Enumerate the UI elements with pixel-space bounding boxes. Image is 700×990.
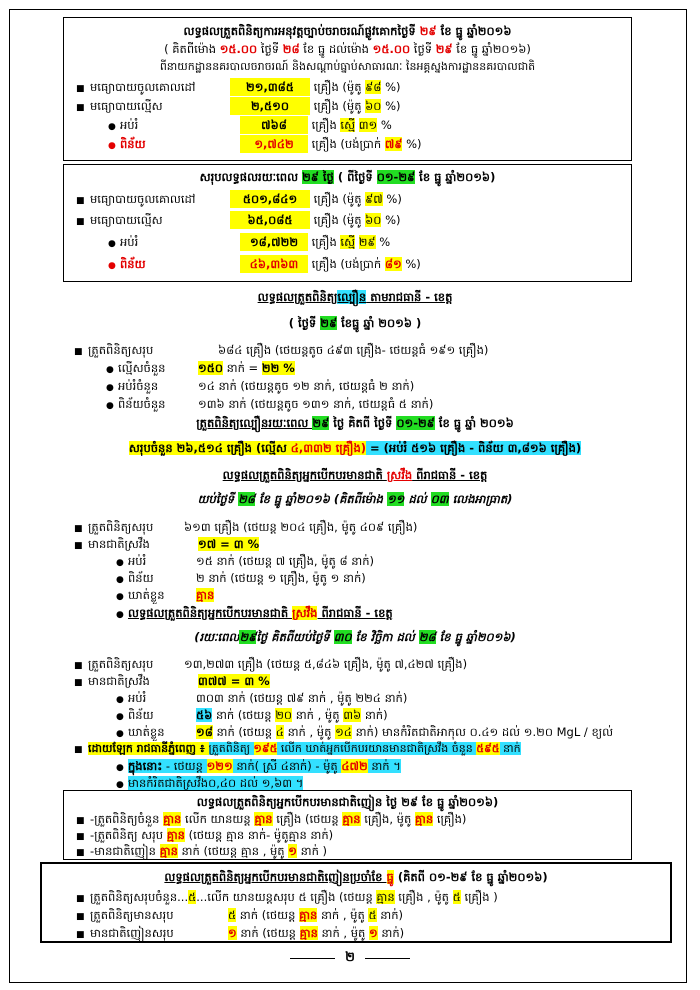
- bullet-icon: ■: [76, 848, 85, 858]
- speed-period-total: សរុបចំនួន ២៦,៥១៤ គ្រឿង (ល្មើស ៤,៣៣២ គ្រឿង) = (អប់រំ ៥១៦ គ្រឿង - ពិន័យ ៣,៨១៦ គ្រឿង): [128, 441, 582, 455]
- daily-period: ( គិតពីម៉ោង ១៥.០០ ថ្ងៃទី ២៨ ខែ ធ្នូ ដល់ម៉ោង ១៥.០០ ថ្ងៃទី ២៩ ខែ ធ្នូ ឆ្នាំ២០១៦): [164, 42, 531, 56]
- page-number: ២: [335, 950, 365, 966]
- bullet-icon: ●: [116, 610, 124, 620]
- summary-row-educate: ● អប់រំ ១៨,៧២២ គ្រឿង ស្មើ ២៩ %: [108, 233, 390, 253]
- alcohol-period-drunk-row: ■ មានជាតិស្រវឹង ៣៧៧ = ៣ %: [74, 672, 270, 692]
- bullet-icon: ■: [76, 930, 85, 940]
- bullet-icon: ■: [74, 745, 83, 755]
- daily-enforcement-box: [63, 17, 632, 161]
- bullet-icon: ●: [108, 239, 116, 249]
- bullet-icon: ●: [116, 763, 124, 773]
- drug-monthly-title: លទ្ធផលត្រួតពិនិត្យអ្នកបើកបរមានជាតិញៀនប្រចាំខែ ធ្នូ (គិតពី ០១-២៩ ខែ ធ្នូ ឆ្នាំ២០១៦): [164, 870, 548, 884]
- daily-row-violation: ■ មធ្យោបាយល្មើស ២,៥១០ គ្រឿង (ម៉ូតូ ៦០ %): [76, 97, 401, 117]
- summary-row-violation: ■ មធ្យោបាយល្មើស ៦៥,០៨៥ គ្រឿង (ម៉ូតូ ៦០ %): [76, 211, 401, 231]
- drug-monthly-row-1: ■ ត្រួតពិនិត្យសរុបចំនួន...៥...លើក យានយន្តសរុប ៥ គ្រឿង (ថេយន្ត គ្មាន គ្រឿង , ម៉ូតូ ៥ គ្រឿង ): [76, 888, 498, 908]
- alcohol-period-fine-row: ● ពិន័យ ៥៦ នាក់ (ថេយន្ត ២០ នាក់ , ម៉ូតូ ៣៦ នាក់): [116, 706, 388, 726]
- bullet-icon: ■: [76, 894, 85, 904]
- bullet-icon: ■: [76, 217, 85, 227]
- drug-daily-row-1: ■ -ត្រួតពិនិត្យចំនួន គ្មាន លើក យានយន្ត គ្មាន គ្រឿង (ថេយន្ត គ្មាន គ្រឿង, ម៉ូតូ គ្មាន គ្រឿង): [76, 810, 466, 830]
- bullet-icon: ●: [116, 695, 124, 705]
- bullet-icon: ●: [116, 780, 124, 790]
- speed-educate-row: ● អប់រំចំនួន ១៤ នាក់ (ថេយន្តតូច ១២ នាក់, ថេយន្តធំ ២ នាក់): [106, 377, 414, 397]
- alcohol-period-title: ● លទ្ធផលត្រួតពិនិត្យអ្នកបើកបរមានជាតិ ស្រវឹង ពីរាជធានី - ខេត្ត: [116, 604, 393, 624]
- bullet-icon: ■: [74, 661, 83, 671]
- drug-daily-row-2: ■ -ត្រួតពិនិត្យ សរុប គ្មាន (ថេយន្ត គ្មាន នាក់- ម៉ូតូគ្មាន នាក់): [76, 826, 333, 846]
- alcohol-drunk-row: ■ មានជាតិស្រវឹង ១៧ = ៣ %: [74, 535, 259, 555]
- speed-total-row: ■ ត្រួតពិនិត្យសរុប ៦៨៤ គ្រឿង (ថេយន្តតូច ៤៩៣ គ្រឿង- ថេយន្តធំ ១៩១ គ្រឿង): [74, 341, 488, 361]
- phnom-penh-breakdown: ● ក្នុងនោះ - ថេយន្ត ១២១ នាក់( ស្រី ៤នាក់) - ម៉ូតូ ៤៧២ នាក់ ។: [116, 757, 401, 777]
- bullet-icon: ■: [74, 541, 83, 551]
- bullet-icon: ●: [106, 365, 114, 375]
- speed-violation-row: ● ល្មើសចំនួន ១៥០ នាក់ = ២២ %: [106, 359, 295, 379]
- summary-row-target: ■ មធ្យោបាយចូលគោលដៅ ៥០១,៨៤១ គ្រឿង (ម៉ូតូ ៩៧ %): [76, 190, 402, 210]
- speed-title: លទ្ធផលត្រួតពិនិត្យល្បឿន តាមរាជធានី - ខេត្ត: [257, 290, 453, 304]
- bullet-icon: ■: [74, 347, 83, 357]
- alcohol-fine-row: ● ពិន័យ ២ នាក់ (ថេយន្ត ១ គ្រឿង, ម៉ូតូ ១ នាក់): [116, 569, 366, 589]
- daily-title: លទ្ធផលត្រួតពិនិត្យការអនុវត្តច្បាប់ចរាចរណ៍ផ្លូវគោកថ្ងៃទី ២៩ ខែ ធ្នូ ឆ្នាំ២០១៦: [183, 24, 512, 38]
- drug-daily-box: [63, 790, 632, 860]
- bullet-icon: ■: [76, 912, 85, 922]
- drug-monthly-row-2: ■ ត្រួតពិនិត្យមានសរុប ៥ នាក់ (ថេយន្ត គ្មាន នាក់ , ម៉ូតូ ៥ នាក់): [76, 906, 403, 926]
- drug-monthly-row-3: ■ មានជាតិញៀនសរុប ១ នាក់ (ថេយន្ត គ្មាន នាក់ , ម៉ូតូ ១ នាក់): [76, 924, 404, 944]
- speed-date: ( ថ្ងៃទី ២៩ ខែធ្នូ ឆ្នាំ ២០១៦ ): [288, 316, 422, 330]
- alcohol-title: លទ្ធផលត្រួតពិនិត្យអ្នកបើកបរមានជាតិ ស្រវឹង ពីរាជធានី - ខេត្ត: [222, 468, 488, 482]
- bullet-icon: ●: [116, 575, 124, 585]
- daily-source: ពីនាយកដ្ឋាននគរបាលចរាចរណ៍ និងសណ្តាប់ធ្នាប់សាធារណៈ នៃអគ្គស្នងការដ្ឋាននគរបាលជាតិ: [159, 60, 536, 73]
- drug-daily-title: លទ្ធផលត្រួតពិនិត្យអ្នកបើកបរមានជាតិញៀន ថ្ងៃ ២៩ ខែ ធ្នូ ឆ្នាំ២០១៦): [196, 795, 499, 809]
- speed-fine-row: ● ពិន័យចំនួន ១៣៦ នាក់ (ថេយន្តតូច ១៣១ នាក់, ថេយន្តធំ ៥ នាក់): [106, 395, 433, 415]
- summary-row-fine: ● ពិន័យ ៤៦,៣៦៣ គ្រឿង (បង់ប្រាក់ ៨១ %): [108, 255, 421, 275]
- bullet-icon: ●: [116, 712, 124, 722]
- bullet-icon: ●: [106, 401, 114, 411]
- bullet-icon: ■: [74, 524, 83, 534]
- phnom-penh-note: ■ ដោយឡែក រាជធានីភ្នំពេញ ៖ ត្រួតពិនិត្យ ១៩៥ លើក ឃាត់អ្នកបើកបរយានមានជាតិស្រវឹង ចំនួន ៥៩៥ នាក់: [74, 740, 521, 759]
- alcohol-educate-row: ● អប់រំ ១៥ នាក់ (ថេយន្ត ៧ គ្រឿង, ម៉ូតូ ៨ នាក់): [116, 552, 374, 572]
- drug-daily-row-3: ■ -មានជាតិញៀន គ្មាន នាក់ (ថេយន្ត គ្មាន , ម៉ូតូ ១ នាក់ ): [76, 842, 327, 862]
- daily-row-target: ■ មធ្យោបាយចូលគោលដៅ ២១,៣៨៥ គ្រឿង (ម៉ូតូ ៩៨ %): [76, 78, 401, 98]
- alcohol-period-educate-row: ● អប់រំ ៣០៣ នាក់ (ថេយន្ត ៧៩ នាក់ , ម៉ូតូ ២២៤ នាក់): [116, 689, 407, 709]
- alcohol-detain-row: ● ឃាត់ខ្លួន គ្មាន: [116, 586, 214, 606]
- bullet-icon: ●: [116, 558, 124, 568]
- alcohol-night: យប់ថ្ងៃទី ២៨ ខែ ធ្នូ ឆ្នាំ២០១៦ (គិតពីម៉ោង ១១ ដល់ ០៣ លេងអាធ្រាត): [197, 492, 513, 506]
- alcohol-total-row: ■ ត្រួតពិនិត្យសរុប ៦១៣ គ្រឿង (ថេយន្ត ២០៤ គ្រឿង, ម៉ូតូ ៤០៩ គ្រឿង): [74, 518, 417, 538]
- speed-period-title: ត្រួតពិនិត្យល្បឿនរយៈពេល ២៩ ថ្ងៃ គិតពី ថ្ងៃទី ០១-២៩ ខែ ធ្នូ ឆ្នាំ ២០១៦: [196, 416, 514, 430]
- bullet-icon: ●: [108, 141, 116, 151]
- bullet-icon: ■: [74, 678, 83, 688]
- period-summary-box: [63, 164, 632, 282]
- daily-row-fine: ● ពិន័យ ១,៧៤២ គ្រឿង (បង់ប្រាក់ ៧៩ %): [108, 135, 422, 155]
- bullet-icon: ●: [116, 592, 124, 602]
- bullet-icon: ■: [76, 196, 85, 206]
- alcohol-period-total-row: ■ ត្រួតពិនិត្យសរុប ១៣,២៧៣ គ្រឿង (ថេយន្ត ៥,៨៤៦ គ្រឿង, ម៉ូតូ ៧,៤២៧ គ្រឿង): [74, 655, 467, 675]
- bullet-icon: ●: [116, 729, 124, 739]
- alcohol-period-detain-row: ● ឃាត់ខ្លួន ១៨ នាក់ (ថេយន្ត ៤ នាក់ , ម៉ូតូ ១៤ នាក់) មានកំរិតជាតិអាកុល ០.៤១ ដល់ ១.២០ MgL / ខ្យល់: [116, 723, 613, 743]
- bullet-icon: ●: [108, 122, 116, 132]
- bullet-icon: ●: [108, 261, 116, 271]
- speed-section: [40, 286, 670, 466]
- bullet-icon: ■: [76, 832, 85, 842]
- bullet-icon: ■: [76, 84, 85, 94]
- bullet-icon: ■: [76, 816, 85, 826]
- summary-title: សរុបលទ្ធផលរយៈពេល ២៩ ថ្ងៃ ( ពីថ្ងៃទី ០១-២៩ ខែ ធ្នូ ឆ្នាំ២០១៦): [199, 170, 496, 184]
- alcohol-period: (រយៈពេល២៩ថ្ងៃ គិតពីយប់ថ្ងៃទី ៣០ ខែ វិច្ឆិកា ដល់ ២៨ ខែ ធ្នូ ឆ្នាំ២០១៦): [194, 630, 516, 644]
- title-day: ២៩: [419, 24, 437, 38]
- bullet-icon: ■: [76, 103, 85, 113]
- alcohol-section: [40, 464, 670, 779]
- phnom-penh-level: ● មានកំរិតជាតិស្រវឹង០,៤០ ដល់ ១,៦៣ ។: [116, 774, 303, 794]
- bullet-icon: ●: [106, 383, 114, 393]
- daily-row-educate: ● អប់រំ ៧៦៨ គ្រឿង ស្មើ ៣១ %: [108, 116, 392, 136]
- drug-monthly-box: [40, 862, 672, 943]
